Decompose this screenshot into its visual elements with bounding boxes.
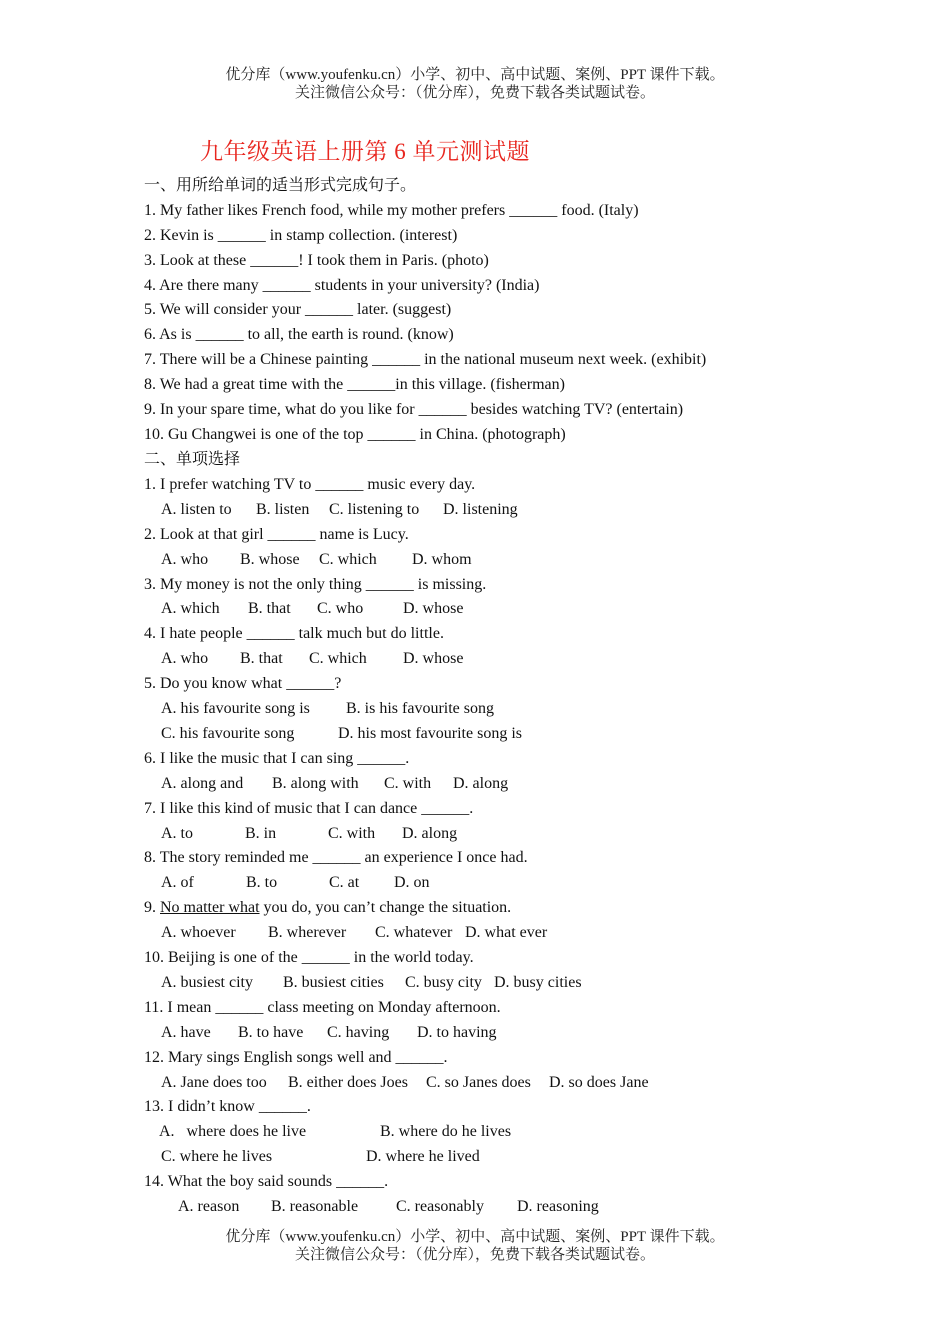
option-c: C. at: [329, 874, 360, 891]
fill-in-item: 7. There will be a Chinese painting ______ in the national museum next week. (exhibit): [144, 351, 707, 368]
option-b: B. is his favourite song: [346, 700, 494, 717]
question-text: 4. I hate people ______ talk much but do little.: [144, 625, 444, 642]
fill-in-item: 6. As is ______ to all, the earth is round. (know): [144, 326, 454, 343]
option-a: A. which: [161, 600, 220, 617]
option-b: B. whose: [240, 551, 300, 568]
option-b: B. in: [245, 825, 277, 842]
fill-in-item: 3. Look at these ______! I took them in Paris. (photo): [144, 252, 489, 269]
option-d: D. so does Jane: [549, 1074, 649, 1091]
question-text: 12. Mary sings English songs well and ______.: [144, 1049, 448, 1066]
fill-in-item: 1. My father likes French food, while my mother prefers ______ food. (Italy): [144, 202, 639, 219]
question-number: 9.: [144, 899, 160, 916]
option-a: A. where does he live: [159, 1123, 307, 1140]
option-d: D. busy cities: [494, 974, 582, 991]
option-c: C. where he lives: [161, 1148, 273, 1165]
fill-in-item: 5. We will consider your ______ later. (suggest): [144, 301, 452, 318]
option-d: D. whose: [403, 650, 464, 667]
footer-line-1: 优分库（www.youfenku.cn）小学、初中、高中试题、案例、PPT 课件下载。: [225, 1229, 725, 1245]
question-text: 11. I mean ______ class meeting on Monday afternoon.: [144, 999, 501, 1016]
question-text: 3. My money is not the only thing ______ is missing.: [144, 576, 487, 593]
question-text: [144, 898, 511, 918]
page-footer: [0, 1228, 950, 1264]
option-c: C. with: [328, 825, 376, 842]
fill-in-item: 4. Are there many ______ students in your university? (India): [144, 277, 540, 294]
option-a: A. reason: [178, 1198, 240, 1215]
option-b: B. wherever: [268, 924, 347, 941]
option-b: B. reasonable: [271, 1198, 359, 1215]
option-b: B. to: [246, 874, 278, 891]
header-line-2: 关注微信公众号：（优分库），免费下载各类试题试卷。: [294, 85, 655, 101]
question-text: 1. I prefer watching TV to ______ music every day.: [144, 476, 476, 493]
option-a: A. have: [161, 1024, 211, 1041]
fill-in-item: 8. We had a great time with the ______in this village. (fisherman): [144, 376, 565, 393]
option-d: D. along: [453, 775, 509, 792]
option-b: B. along with: [272, 775, 359, 792]
option-d: D. whose: [403, 600, 464, 617]
option-a: A. listen to: [161, 501, 232, 518]
question-text: 6. I like the music that I can sing ______.: [144, 750, 410, 767]
question-text: 14. What the boy said sounds ______.: [144, 1173, 389, 1190]
option-d: D. what ever: [465, 924, 548, 941]
option-c: C. with: [384, 775, 432, 792]
option-d: D. on: [394, 874, 430, 891]
option-d: D. reasoning: [517, 1198, 599, 1215]
question-text: 5. Do you know what ______?: [144, 675, 342, 692]
option-b: B. where do he lives: [380, 1123, 512, 1140]
question-text: 13. I didn’t know ______.: [144, 1098, 311, 1115]
option-b: B. either does Joes: [288, 1074, 408, 1091]
option-c: C. which: [319, 551, 377, 568]
option-d: D. whom: [412, 551, 472, 568]
option-a: A. of: [161, 874, 194, 891]
option-a: A. who: [161, 551, 209, 568]
option-c: C. which: [309, 650, 367, 667]
question-text: 7. I like this kind of music that I can dance ______.: [144, 800, 474, 817]
option-a: A. along and: [161, 775, 244, 792]
option-c: C. his favourite song: [161, 725, 295, 742]
option-a: A. Jane does too: [161, 1074, 267, 1091]
footer-line-2: 关注微信公众号：（优分库），免费下载各类试题试卷。: [294, 1247, 655, 1263]
page-header: [0, 66, 950, 102]
option-a: A. to: [161, 825, 193, 842]
option-d: D. where he lived: [366, 1148, 480, 1165]
question-text: 10. Beijing is one of the ______ in the world today.: [144, 949, 474, 966]
option-c: C. busy city: [405, 974, 482, 991]
option-c: C. who: [317, 600, 364, 617]
option-b: B. to have: [238, 1024, 304, 1041]
question-text: 8. The story reminded me ______ an experience I once had.: [144, 849, 528, 866]
option-d: D. his most favourite song is: [338, 725, 522, 742]
option-c: C. reasonably: [396, 1198, 484, 1215]
option-a: A. who: [161, 650, 209, 667]
option-c: C. listening to: [329, 501, 420, 518]
option-a: A. whoever: [161, 924, 236, 941]
page-title: 九年级英语上册第 6 单元测试题: [200, 139, 530, 164]
option-c: C. so Janes does: [426, 1074, 531, 1091]
option-c: C. having: [327, 1024, 390, 1041]
option-b: B. that: [248, 600, 291, 617]
option-b: B. busiest cities: [283, 974, 384, 991]
fill-in-item: 2. Kevin is ______ in stamp collection. (interest): [144, 227, 458, 244]
section-2-heading: 二、单项选择: [144, 451, 241, 468]
underlined-phrase: No matter what: [160, 899, 260, 916]
option-b: B. that: [240, 650, 283, 667]
fill-in-item: 9. In your spare time, what do you like for ______ besides watching TV? (entertain): [144, 401, 684, 418]
option-d: D. to having: [417, 1024, 497, 1041]
option-c: C. whatever: [375, 924, 453, 941]
option-a: A. busiest city: [161, 974, 253, 991]
header-line-1: 优分库（www.youfenku.cn）小学、初中、高中试题、案例、PPT 课件下载。: [225, 67, 725, 83]
question-rest: you do, you can’t change the situation.: [259, 899, 512, 916]
section-1-heading: 一、用所给单词的适当形式完成句子。: [144, 177, 417, 194]
question-text: 2. Look at that girl ______ name is Lucy.: [144, 526, 409, 543]
option-b: B. listen: [256, 501, 310, 518]
option-d: D. listening: [443, 501, 518, 518]
option-a: A. his favourite song is: [161, 700, 310, 717]
fill-in-item: 10. Gu Changwei is one of the top ______ in China. (photograph): [144, 426, 566, 443]
option-d: D. along: [402, 825, 458, 842]
